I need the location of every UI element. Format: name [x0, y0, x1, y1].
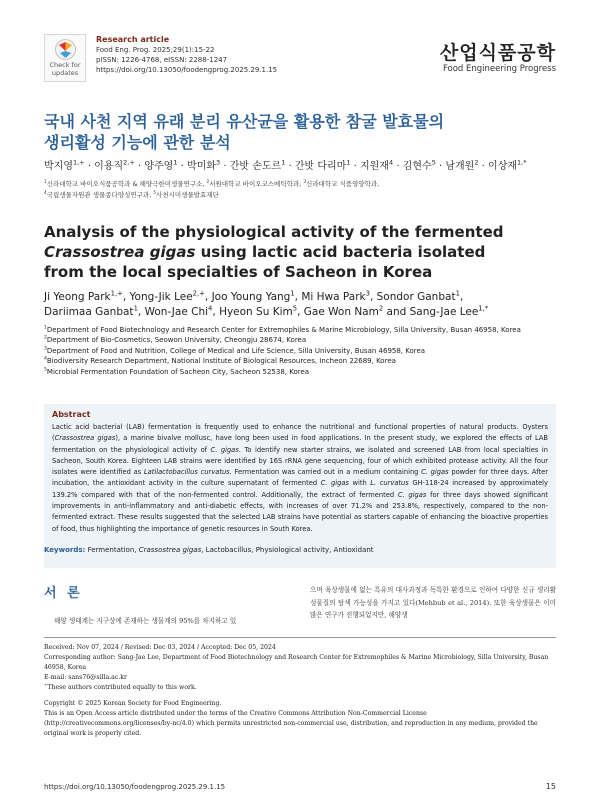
- license-text: This is an Open Access article distributed under the terms of the Creative Commons Attribution Non-Commercial License (http://creativecommons.org/licenses/by-nc/4.0) which permits unrestricted non-commercial use, distribution, and reproduction in any medium, provided the original work is properly cited.: [44, 710, 538, 737]
- corresponding-author: Corresponding author: Sang-Jae Lee, Department of Food Biotechnology and Research Center for Extremophiles & Marine Microbiology, Silla University, Busan 46958, Korea: [44, 654, 549, 671]
- journal-title-english: Food Engineering Progress: [442, 64, 556, 74]
- introduction-left-column: 해양 생태계는 지구상에 존재하는 생물계의 95%를 차지하고 있: [54, 617, 237, 625]
- keywords-label: Keywords:: [44, 546, 86, 554]
- affiliation-line: $^4$Biodiversity Research Department, National Institute of Biological Resources, Incheon 22689, Korea: [44, 356, 396, 366]
- received-dates: Received: Nov 07, 2024 / Revised: Dec 03, 2024 / Accepted: Dec 05, 2024: [44, 644, 276, 651]
- english-authors: Ji Yeong Park$^{1,+}$, Yong-Jik Lee$^{2,+}$, Joo Young Yang$^1$, Mi Hwa Park$^3$, Sondor Ganbat$^1$, Dariimaa Ganbat$^1$, Won-Jae Chi$^4$, Hyeon Su Kim$^5$, Gae Won Nam$^2$ and Sang-Jae Lee$^{1,*}$: [44, 289, 489, 318]
- introduction-heading: 서 론: [44, 586, 83, 601]
- doi-link[interactable]: https://doi.org/10.13050/foodengprog.2025.29.1.15: [96, 66, 278, 74]
- article-type: Research article: [96, 35, 170, 44]
- abstract-body: Lactic acid bacterial (LAB) fermentation is frequently used to enhance the nutritional and functional properties of natural products. Oysters (Crassostrea gigas), a marine bivalve mollusc, have long been used in food applications. In the present study, we explored the effects of LAB fermentation on the physiological activity of C. gigas. To identify new starter strains, we isolated and screened LAB from local specialties in Sacheon, South Korea. Eighteen LAB strains were identified by 16S rRNA gene sequencing, four of which exhibited protease activity. All the four isolates were identified as Latilactobacillus curvatus. Fermentation was carried out in a medium containing C. gigas powder for three days. After incubation, the antioxidant activity in the culture supernatant of fermented C. gigas with L. curvatus GH-118-24 increased by approximately 139.2% compared with that of the non-fermented control. Additionally, the extract of fermented C. gigas for three days showed significant improvements in anti-inflammatory and anti-diabetic effects, with increases of over 71.2% and 253.8%, respectively, compared to the non-fermented extract. These results suggested that the selected LAB strains have potential as starters capable of enhancing the bioactive properties of food, thus highlighting the importance of genetic resources in South Korea.: [52, 423, 548, 533]
- affiliation-line: $^2$Department of Bio-Cosmetics, Seowon University, Cheongju 28674, Korea: [44, 336, 307, 345]
- footnotes: [44, 643, 556, 739]
- english-title-line: from the local specialties of Sacheon in Korea: [44, 263, 433, 281]
- korean-authors: 박지영$^{1,+}$ · 이용직$^{2,+}$ · 양주영$^1$ · 박미화$^3$ · 간밧 손도르$^1$ · 간밧 다리마$^1$ · 지원재$^4$ · 김현수$^5$ · 남개원$^2$ · 이상재$^{1,*}$: [44, 158, 527, 172]
- badge-label: Check for updates: [49, 61, 81, 77]
- citation: Food Eng. Prog. 2025;29(1):15-22: [96, 46, 215, 54]
- affiliation-line: $^3$Department of Food and Nutrition, College of Medical and Life Science, Silla University, Busan 46958, Korea: [44, 346, 426, 355]
- footer-doi[interactable]: https://doi.org/10.13050/foodengprog.2025.29.1.15: [44, 783, 226, 791]
- english-title-line: Analysis of the physiological activity of the fermented: [44, 223, 504, 241]
- page-footer: [44, 782, 556, 792]
- english-title-line: Crassostrea gigas using lactic acid bacteria isolated: [44, 243, 486, 261]
- email[interactable]: E-mail: sans76@silla.ac.kr: [44, 674, 127, 681]
- korean-affiliation-line: $^4$국립생물자원관 생물종다양성연구과, $^5$사천시미생물발효재단: [44, 189, 219, 199]
- korean-affiliation-line: $^1$신라대학교 바이오식품공학과 & 해양극한미생물연구소, $^2$서원대학교 바이오코스메틱학과, $^3$신라대학교 식품영양학과,: [44, 178, 380, 188]
- abstract-heading: Abstract: [52, 410, 91, 419]
- korean-title: [44, 111, 564, 153]
- introduction-right-column: 으며 육상생물에 없는 특유의 대사과정과 독특한 환경으로 인하여 다양한 신규 생리활성물질의 탐색 가능성을 가지고 있다(Mehbub et al., 2014). 또한 육상생물은 이미 많은 연구가 진행되었지만, 해양생: [310, 586, 556, 619]
- journal-logo: [440, 42, 556, 75]
- copyright: Copyright © 2025 Korean Society for Food Engineering.: [44, 700, 222, 707]
- check-for-updates-badge[interactable]: [44, 34, 86, 82]
- keywords-list: Fermentation, Crassostrea gigas, Lactobacillus, Physiological activity, Antioxidant: [87, 546, 374, 554]
- korean-title-line: 생리활성 기능에 관한 분석: [44, 133, 231, 152]
- species-name: Crassostrea gigas: [44, 243, 196, 261]
- korean-affiliations: [44, 179, 564, 201]
- crossmark-icon: [55, 39, 76, 60]
- korean-title-line: 국내 사천 지역 유래 분리 유산균을 활용한 참굴 발효물의: [44, 112, 445, 131]
- issn: pISSN: 1226-4768, eISSN: 2288-1247: [96, 56, 228, 64]
- abstract-box: [44, 404, 556, 568]
- page-number: 15: [545, 782, 556, 791]
- english-affiliations: [44, 325, 564, 377]
- footnote-divider: [44, 637, 556, 638]
- equal-contribution-note: +These authors contributed equally to this work.: [44, 681, 197, 691]
- journal-title-korean: 산업식품공학: [439, 42, 556, 64]
- affiliation-line: $^5$Microbial Fermentation Foundation of Sacheon City, Sacheon 52538, Korea: [44, 367, 310, 376]
- english-title: [44, 222, 564, 282]
- keywords: [44, 545, 556, 555]
- article-meta: [96, 34, 277, 75]
- article-header: [44, 34, 556, 84]
- affiliation-line: $^1$Department of Food Biotechnology and Research Center for Extremophiles & Marine Microbiology, Silla University, Busan 46958, Korea: [44, 325, 521, 334]
